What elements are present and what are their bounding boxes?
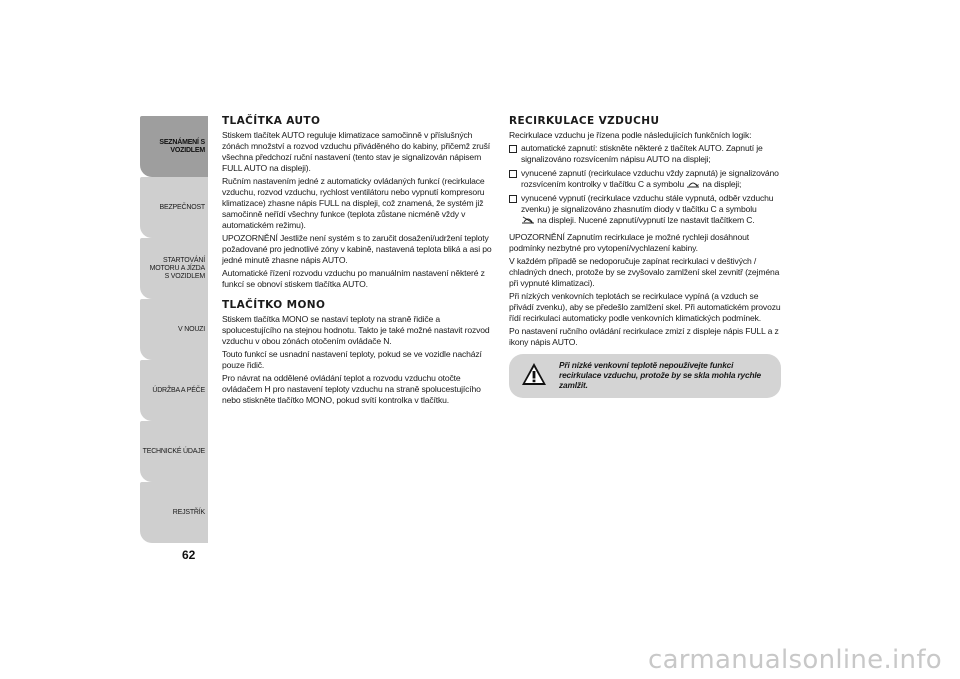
right-column xyxy=(509,115,785,398)
tab-technicke-udaje[interactable] xyxy=(140,421,208,482)
paragraph: V každém případě se nedoporučuje zapínat recirkulaci v deštivých / chladných dnech, protože by se zvyšovalo zamlžení skel zevnitř (zejména při vypnuté klimatizaci). xyxy=(509,256,780,288)
paragraph: Stiskem tlačítek AUTO reguluje klimatizace samočinně v příslušných zónách množství a rozvod vzduchu přiváděného do kabiny, přičemž zruší všechna předchozí ruční nastavení (tento stav je signalizován nápisem FULL AUTO na displeji). xyxy=(222,130,490,173)
tab-bezpecnost[interactable] xyxy=(140,177,208,238)
tab-label: STARTOVÁNÍ MOTORU A JÍZDA S VOZIDLEM xyxy=(149,256,205,280)
paragraph: Pro návrat na oddělené ovládání teplot a rozvodu vzduchu otočte ovládačem H pro nastavení teploty vzduchu na straně spolucestujícího nebo stiskněte tlačítko MONO, pokud svítí kontrolka v tlačítku. xyxy=(222,373,481,405)
section-title-recirculation: RECIRKULACE VZDUCHU xyxy=(509,115,660,127)
left-column xyxy=(222,115,494,408)
paragraph: Automatické řízení rozvodu vzduchu po manuálním nastavení některé z funkcí se obnoví stiskem tlačítka AUTO. xyxy=(222,268,485,289)
list-item-text: vynucené zapnutí (recirkulace vzduchu vždy zapnutá) je signalizováno rozsvícením kontrolky v tlačítku C a symbolu xyxy=(521,168,779,189)
tab-seznameni[interactable] xyxy=(140,116,208,177)
section-title-auto: TLAČÍTKA AUTO xyxy=(222,115,321,127)
list-item xyxy=(509,193,785,226)
tab-label: ÚDRŽBA A PÉČE xyxy=(152,386,205,394)
warning-text: Při nízké venkovní teplotě nepoužívejte funkci recirkulace vzduchu, protože by se skla mohla rychle zamlžit. xyxy=(559,360,762,390)
warning-box xyxy=(509,354,781,398)
tab-label: V NOUZI xyxy=(178,325,205,333)
list-item xyxy=(509,168,785,190)
tab-label: TECHNICKÉ ÚDAJE xyxy=(142,447,205,455)
page-number: 62 xyxy=(182,548,196,562)
list-item xyxy=(509,143,785,165)
list-item-text: vynucené vypnutí (recirkulace vzduchu stále vypnutá, odběr vzduchu zvenku) je signalizováno zhasnutím diody v tlačítku C a symbolu xyxy=(521,193,774,214)
recirculation-on-icon xyxy=(686,180,700,188)
tab-v-nouzi[interactable] xyxy=(140,299,208,360)
tab-udrzba[interactable] xyxy=(140,360,208,421)
recirculation-off-icon xyxy=(521,216,535,224)
paragraph: Po nastavení ručního ovládání recirkulace zmizí z displeje nápis FULL a z ikony nápis AUTO. xyxy=(509,326,779,347)
list-item-text: automatické zapnutí: stiskněte některé z tlačítek AUTO. Zapnutí je signalizováno rozsvícením nápisu AUTO na displeji; xyxy=(521,143,763,164)
paragraph: Touto funkcí se usnadní nastavení teploty, pokud se ve vozidle nachází pouze řidič. xyxy=(222,349,482,370)
tab-label: REJSTŘÍK xyxy=(172,508,205,516)
watermark: carmanualsonline.info xyxy=(647,645,942,675)
list-item-text: na displeji; xyxy=(702,179,742,189)
paragraph: UPOZORNĚNÍ Jestliže není systém s to zaručit dosažení/udržení teploty požadované pro jednotlivé zóny v kabině, nastavená teplota bliká a asi po jedné minutě zhasne nápis AUTO. xyxy=(222,233,492,265)
warning-triangle-icon xyxy=(521,362,547,386)
paragraph: Recirkulace vzduchu je řízena podle následujících funkčních logik: xyxy=(509,130,752,140)
section-title-mono: TLAČÍTKO MONO xyxy=(222,299,326,311)
tab-rejstrik[interactable] xyxy=(140,482,208,543)
paragraph: UPOZORNĚNÍ Zapnutím recirkulace je možné rychleji dosáhnout podmínky nezbytné pro vytopení/vychlazení kabiny. xyxy=(509,232,749,253)
paragraph: Stiskem tlačítka MONO se nastaví teploty na straně řidiče a spolucestujícího na stejnou hodnotu. Takto je také možné nastavit rozvod vzduchu v obou zónách otočením ovládače N. xyxy=(222,314,490,346)
paragraph: Při nízkých venkovních teplotách se recirkulace vypíná (a vzduch se přivádí zvenku), aby se předešlo zamlžení skel. Při automatickém provozu řídí recirkulaci automaticky podle venkovních klimatických podmínek. xyxy=(509,291,781,323)
list-item-text: na displeji. Nucené zapnutí/vypnutí lze nastavit tlačítkem C. xyxy=(537,215,755,225)
tab-label: BEZPEČNOST xyxy=(159,203,205,211)
tab-startovani[interactable] xyxy=(140,238,208,299)
paragraph: Ručním nastavením jedné z automaticky ovládaných funkcí (recirkulace vzduchu, rozvod vzduchu, rychlost ventilátoru nebo vypnutí kompresoru klimatizace) zhasne nápis FULL na displeji, což znamená, že systém již samočinně neřídí všechny funkce (teplota zůstane nicméně vždy v automatickém režimu). xyxy=(222,176,485,230)
tab-label: SEZNÁMENÍ S VOZIDLEM xyxy=(159,138,205,154)
